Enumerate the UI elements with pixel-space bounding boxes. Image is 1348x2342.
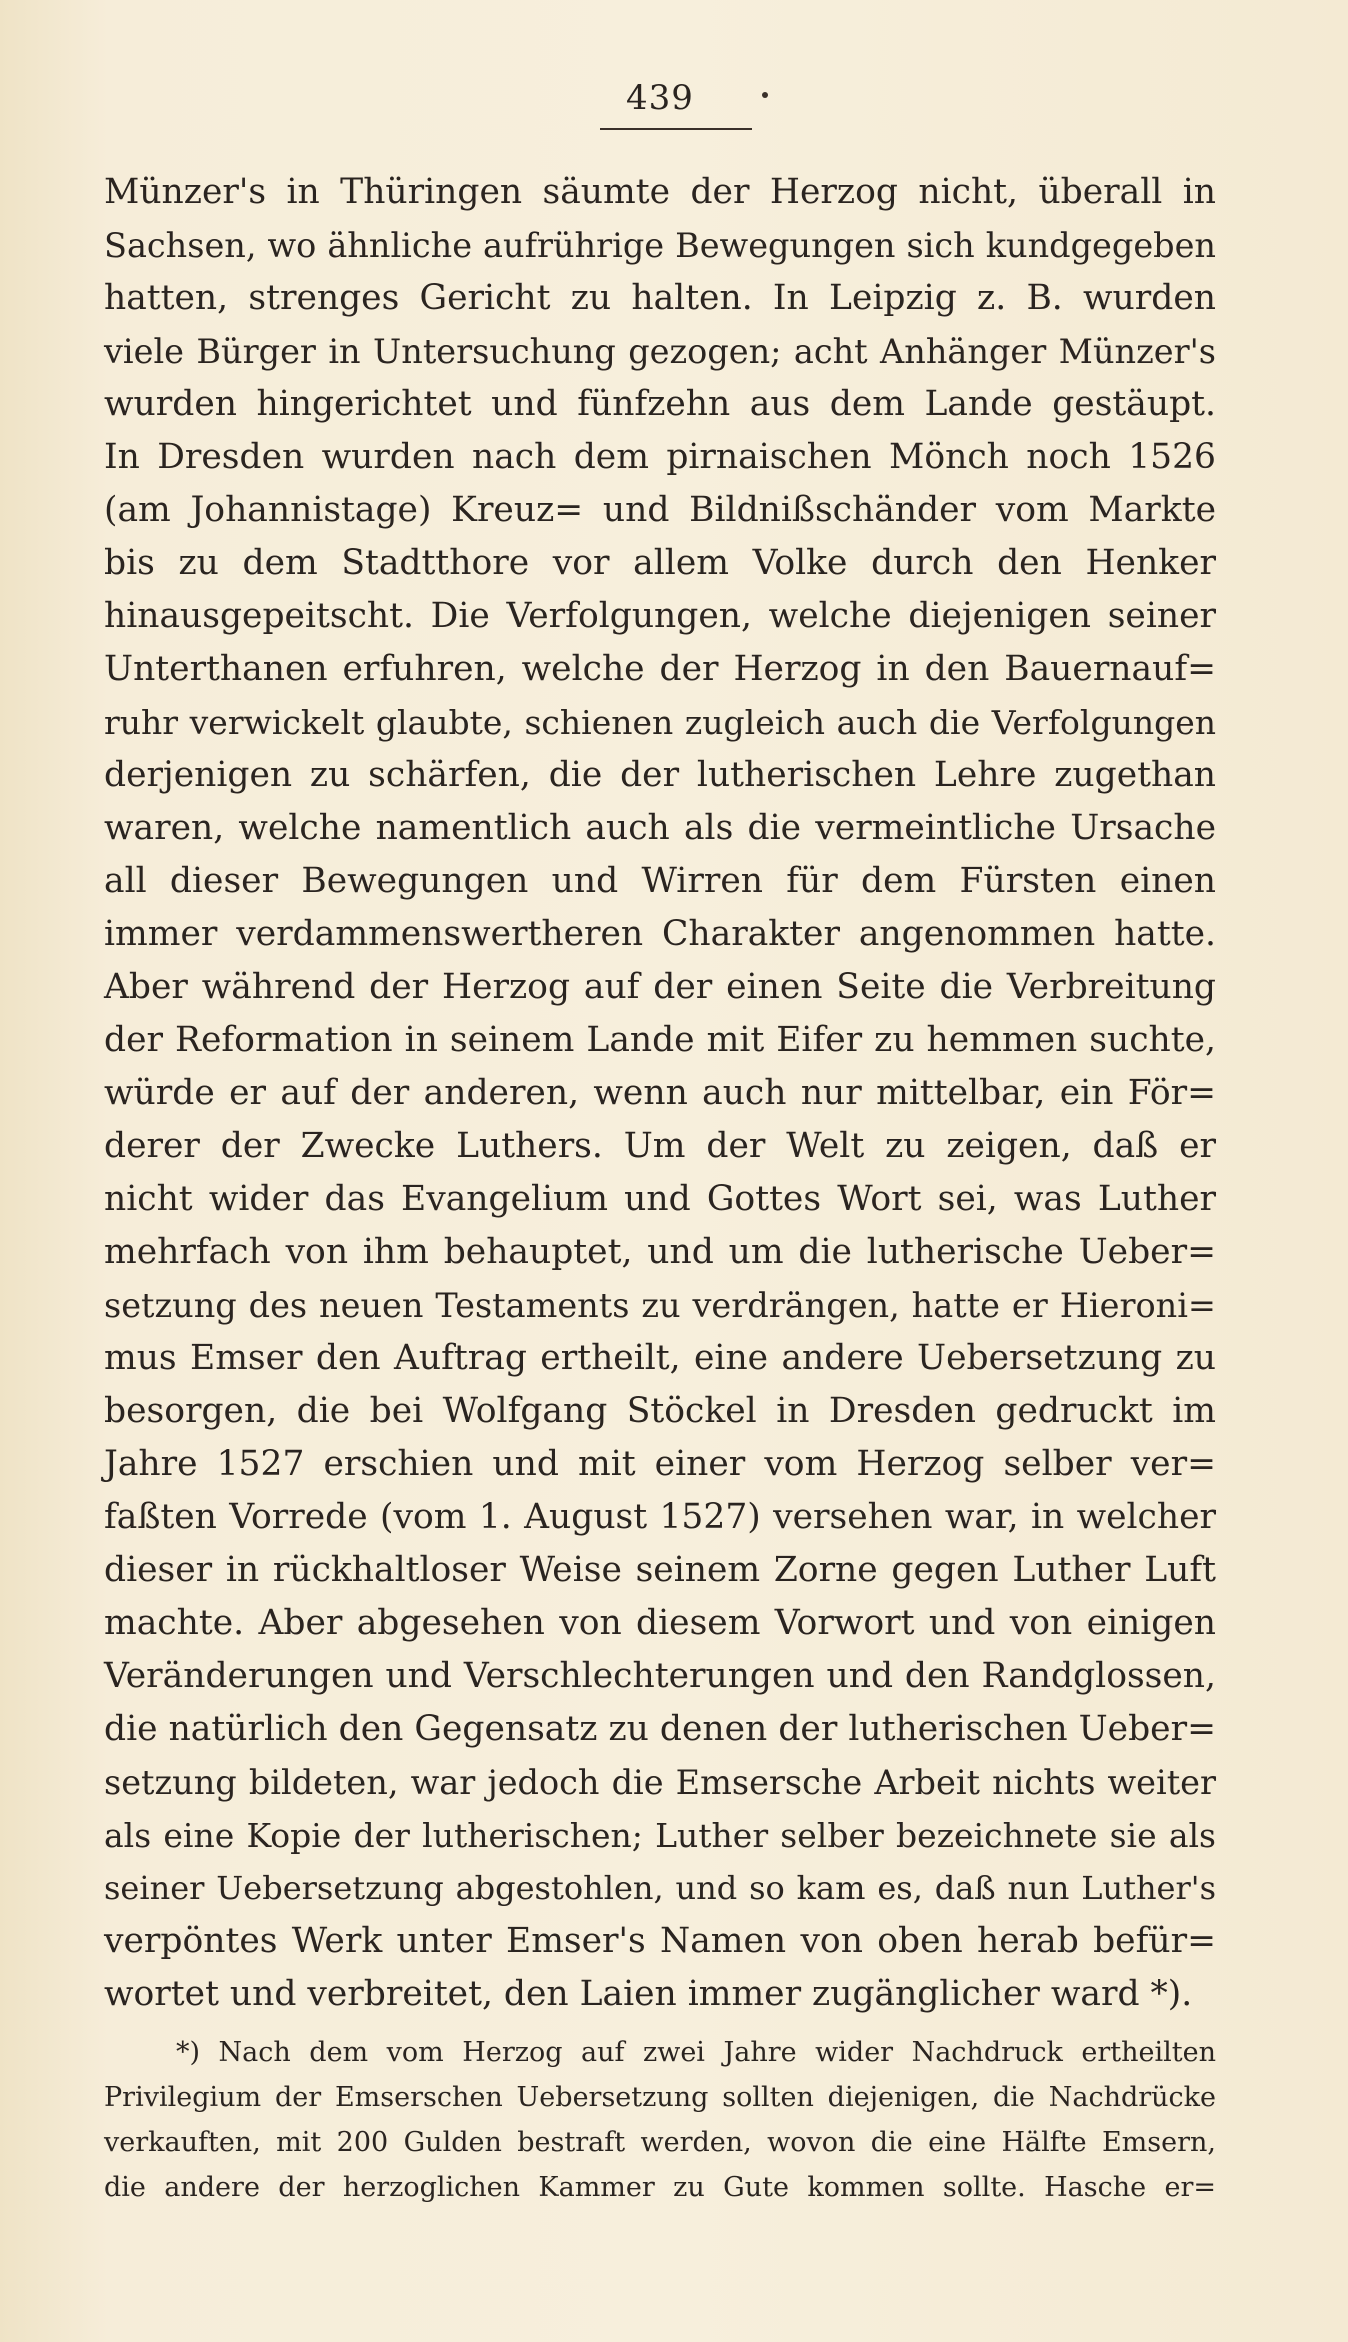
footnote-line: verkauften, mit 200 Gulden bestraft werden, wovon die eine Hälfte Emsern, bbox=[104, 2127, 1216, 2158]
text-line: Jahre 1527 erschien und mit einer vom Herzog selber ver= bbox=[104, 1444, 1216, 1484]
text-line: Veränderungen und Verschlechterungen und den Randglossen, bbox=[104, 1656, 1216, 1696]
text-line: der Reformation in seinem Lande mit Eifer zu hemmen suchte, bbox=[104, 1020, 1216, 1060]
text-line: Aber während der Herzog auf der einen Seite die Verbreitung bbox=[104, 967, 1216, 1007]
text-line: würde er auf der anderen, wenn auch nur mittelbar, ein För= bbox=[104, 1073, 1216, 1113]
header-rule bbox=[600, 128, 752, 130]
text-line: mus Emser den Auftrag ertheilt, eine andere Uebersetzung zu bbox=[104, 1338, 1216, 1378]
text-line: In Dresden wurden nach dem pirnaischen Mönch noch 1526 bbox=[104, 437, 1216, 477]
text-line: ruhr verwickelt glaubte, schienen zugleich auch die Verfolgungen bbox=[104, 703, 1216, 742]
text-line: setzung des neuen Testaments zu verdrängen, hatte er Hieroni= bbox=[104, 1286, 1216, 1325]
text-line: dieser in rückhaltloser Weise seinem Zorne gegen Luther Luft bbox=[104, 1550, 1216, 1590]
text-line: wortet und verbreitet, den Laien immer zugänglicher ward *). bbox=[104, 1974, 1193, 2014]
body-text bbox=[104, 166, 1216, 2021]
text-line: waren, welche namentlich auch als die vermeintliche Ursache bbox=[104, 808, 1216, 848]
text-line: wurden hingerichtet und fünfzehn aus dem Lande gestäupt. bbox=[104, 384, 1216, 424]
footnote-line: die andere der herzoglichen Kammer zu Gute kommen sollte. Hasche er= bbox=[104, 2172, 1216, 2203]
text-line: Sachsen, wo ähnliche aufrührige Bewegungen sich kundgegeben bbox=[104, 226, 1216, 265]
text-line: seiner Uebersetzung abgestohlen, und so kam es, daß nun Luther's bbox=[104, 1869, 1216, 1907]
footnote bbox=[104, 2030, 1216, 2210]
text-line: Unterthanen erfuhren, welche der Herzog in den Bauernauf= bbox=[104, 649, 1216, 689]
text-line: verpöntes Werk unter Emser's Namen von oben herab befür= bbox=[104, 1921, 1216, 1961]
text-line: faßten Vorrede (vom 1. August 1527) versehen war, in welcher bbox=[104, 1497, 1216, 1537]
header-dot bbox=[762, 92, 768, 98]
text-line: derjenigen zu schärfen, die der lutherischen Lehre zugethan bbox=[104, 755, 1216, 795]
text-line: bis zu dem Stadtthore vor allem Volke durch den Henker bbox=[104, 543, 1216, 583]
text-line: besorgen, die bei Wolfgang Stöckel in Dresden gedruckt im bbox=[104, 1391, 1216, 1431]
text-line: machte. Aber abgesehen von diesem Vorwort und von einigen bbox=[104, 1603, 1216, 1643]
text-line: als eine Kopie der lutherischen; Luther selber bezeichnete sie als bbox=[104, 1816, 1216, 1855]
page-header bbox=[0, 78, 1348, 118]
text-line: hinausgepeitscht. Die Verfolgungen, welche diejenigen seiner bbox=[104, 596, 1216, 636]
text-line: die natürlich den Gegensatz zu denen der lutherischen Ueber= bbox=[104, 1709, 1216, 1749]
page-number: 439 bbox=[626, 78, 694, 118]
text-line: hatten, strenges Gericht zu halten. In Leipzig z. B. wurden bbox=[104, 278, 1216, 318]
text-line: Münzer's in Thüringen säumte der Herzog nicht, überall in bbox=[104, 172, 1216, 212]
footnote-line: Privilegium der Emserschen Uebersetzung sollten diejenigen, die Nachdrücke bbox=[104, 2082, 1216, 2113]
text-line: immer verdammenswertheren Charakter angenommen hatte. bbox=[104, 914, 1216, 954]
text-line: (am Johannistage) Kreuz= und Bildnißschänder vom Markte bbox=[104, 490, 1216, 530]
text-line: mehrfach von ihm behauptet, und um die lutherische Ueber= bbox=[104, 1232, 1216, 1272]
text-line: viele Bürger in Untersuchung gezogen; acht Anhänger Münzer's bbox=[104, 332, 1216, 371]
text-line: nicht wider das Evangelium und Gottes Wort sei, was Luther bbox=[104, 1179, 1216, 1219]
text-line: all dieser Bewegungen und Wirren für dem Fürsten einen bbox=[104, 861, 1216, 901]
text-line: derer der Zwecke Luthers. Um der Welt zu zeigen, daß er bbox=[104, 1126, 1216, 1166]
footnote-line: *) Nach dem vom Herzog auf zwei Jahre wider Nachdruck ertheilten bbox=[176, 2037, 1216, 2068]
text-line: setzung bildeten, war jedoch die Emsersche Arbeit nichts weiter bbox=[104, 1763, 1216, 1802]
